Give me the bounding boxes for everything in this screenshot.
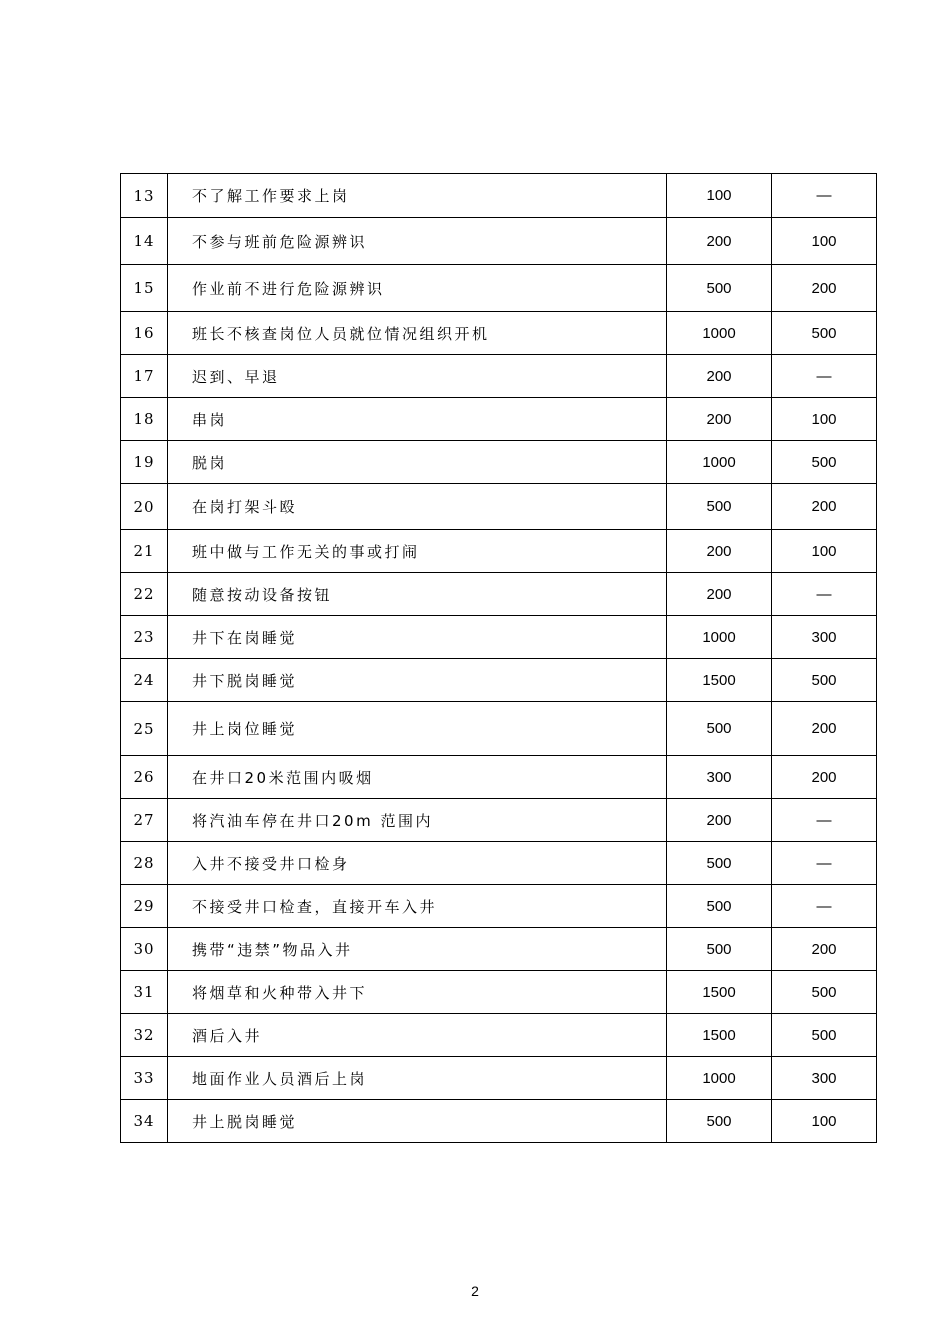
penalty-table [120,173,877,1143]
row-number-cell: 22 [121,573,168,616]
row-number-cell: 30 [121,928,168,971]
penalty-amount-a-cell: 200 [667,530,772,573]
penalty-amount-a-cell: 500 [667,928,772,971]
penalty-amount-b-cell: 500 [772,441,877,484]
table-row [121,1100,877,1143]
penalty-amount-b-cell: 500 [772,312,877,355]
penalty-amount-a-cell: 200 [667,355,772,398]
table-row [121,573,877,616]
row-number-cell: 25 [121,702,168,756]
penalty-amount-b-cell: 100 [772,218,877,265]
row-number-cell: 24 [121,659,168,702]
penalty-amount-b-cell: 100 [772,530,877,573]
row-number-cell: 19 [121,441,168,484]
table-row [121,441,877,484]
violation-item-cell: 井下脱岗睡觉 [168,659,667,702]
violation-item-cell: 在井口20米范围内吸烟 [168,756,667,799]
violation-item-cell: 不了解工作要求上岗 [168,174,667,218]
row-number-cell: 28 [121,842,168,885]
penalty-amount-a-cell: 500 [667,842,772,885]
penalty-amount-b-cell: 300 [772,616,877,659]
violation-item-cell: 将汽油车停在井口20m 范围内 [168,799,667,842]
row-number-cell: 16 [121,312,168,355]
table-row [121,702,877,756]
table-row [121,756,877,799]
violation-item-cell: 班中做与工作无关的事或打闹 [168,530,667,573]
row-number-cell: 34 [121,1100,168,1143]
penalty-amount-b-cell: 200 [772,702,877,756]
table-row [121,1057,877,1100]
penalty-amount-b-cell: — [772,573,877,616]
table-row [121,398,877,441]
row-number-cell: 17 [121,355,168,398]
row-number-cell: 32 [121,1014,168,1057]
table-row [121,355,877,398]
table-row [121,174,877,218]
penalty-amount-b-cell: 100 [772,398,877,441]
penalty-amount-a-cell: 500 [667,1100,772,1143]
penalty-amount-a-cell: 500 [667,885,772,928]
penalty-amount-a-cell: 1000 [667,312,772,355]
penalty-table-body [121,174,877,1143]
penalty-amount-a-cell: 300 [667,756,772,799]
row-number-cell: 18 [121,398,168,441]
penalty-amount-a-cell: 1500 [667,1014,772,1057]
penalty-amount-b-cell: 300 [772,1057,877,1100]
violation-item-cell: 随意按动设备按钮 [168,573,667,616]
penalty-amount-a-cell: 500 [667,702,772,756]
penalty-amount-a-cell: 200 [667,398,772,441]
row-number-cell: 23 [121,616,168,659]
row-number-cell: 21 [121,530,168,573]
penalty-amount-a-cell: 1000 [667,616,772,659]
row-number-cell: 20 [121,484,168,530]
penalty-amount-a-cell: 1000 [667,1057,772,1100]
violation-item-cell: 地面作业人员酒后上岗 [168,1057,667,1100]
penalty-amount-a-cell: 200 [667,799,772,842]
penalty-amount-a-cell: 200 [667,573,772,616]
penalty-amount-b-cell: 200 [772,928,877,971]
penalty-amount-b-cell: 500 [772,971,877,1014]
penalty-amount-a-cell: 500 [667,265,772,312]
violation-item-cell: 脱岗 [168,441,667,484]
violation-item-cell: 井上脱岗睡觉 [168,1100,667,1143]
penalty-amount-b-cell: — [772,355,877,398]
table-row [121,799,877,842]
row-number-cell: 13 [121,174,168,218]
violation-item-cell: 迟到、早退 [168,355,667,398]
violation-item-cell: 携带“违禁”物品入井 [168,928,667,971]
page-number: 2 [471,1283,479,1299]
row-number-cell: 27 [121,799,168,842]
violation-item-cell: 不接受井口检查，直接开车入井 [168,885,667,928]
table-row [121,265,877,312]
penalty-amount-b-cell: 500 [772,659,877,702]
penalty-amount-b-cell: 500 [772,1014,877,1057]
violation-item-cell: 在岗打架斗殴 [168,484,667,530]
row-number-cell: 15 [121,265,168,312]
violation-item-cell: 酒后入井 [168,1014,667,1057]
penalty-amount-b-cell: 200 [772,484,877,530]
table-row [121,971,877,1014]
row-number-cell: 26 [121,756,168,799]
row-number-cell: 29 [121,885,168,928]
violation-item-cell: 井下在岗睡觉 [168,616,667,659]
penalty-amount-a-cell: 1000 [667,441,772,484]
penalty-amount-b-cell: — [772,799,877,842]
penalty-amount-a-cell: 1500 [667,659,772,702]
penalty-amount-b-cell: 100 [772,1100,877,1143]
row-number-cell: 14 [121,218,168,265]
table-row [121,218,877,265]
violation-item-cell: 不参与班前危险源辨识 [168,218,667,265]
penalty-amount-b-cell: — [772,842,877,885]
violation-item-cell: 串岗 [168,398,667,441]
violation-item-cell: 将烟草和火种带入井下 [168,971,667,1014]
penalty-amount-b-cell: — [772,174,877,218]
penalty-amount-a-cell: 500 [667,484,772,530]
penalty-amount-a-cell: 1500 [667,971,772,1014]
violation-item-cell: 班长不核查岗位人员就位情况组织开机 [168,312,667,355]
penalty-amount-a-cell: 100 [667,174,772,218]
table-row [121,530,877,573]
table-row [121,312,877,355]
penalty-amount-b-cell: 200 [772,756,877,799]
row-number-cell: 31 [121,971,168,1014]
penalty-amount-a-cell: 200 [667,218,772,265]
row-number-cell: 33 [121,1057,168,1100]
penalty-amount-b-cell: 200 [772,265,877,312]
table-row [121,659,877,702]
table-row [121,885,877,928]
table-row [121,484,877,530]
violation-item-cell: 作业前不进行危险源辨识 [168,265,667,312]
penalty-amount-b-cell: — [772,885,877,928]
violation-item-cell: 入井不接受井口检身 [168,842,667,885]
table-row [121,1014,877,1057]
table-row [121,928,877,971]
violation-item-cell: 井上岗位睡觉 [168,702,667,756]
table-row [121,842,877,885]
table-row [121,616,877,659]
